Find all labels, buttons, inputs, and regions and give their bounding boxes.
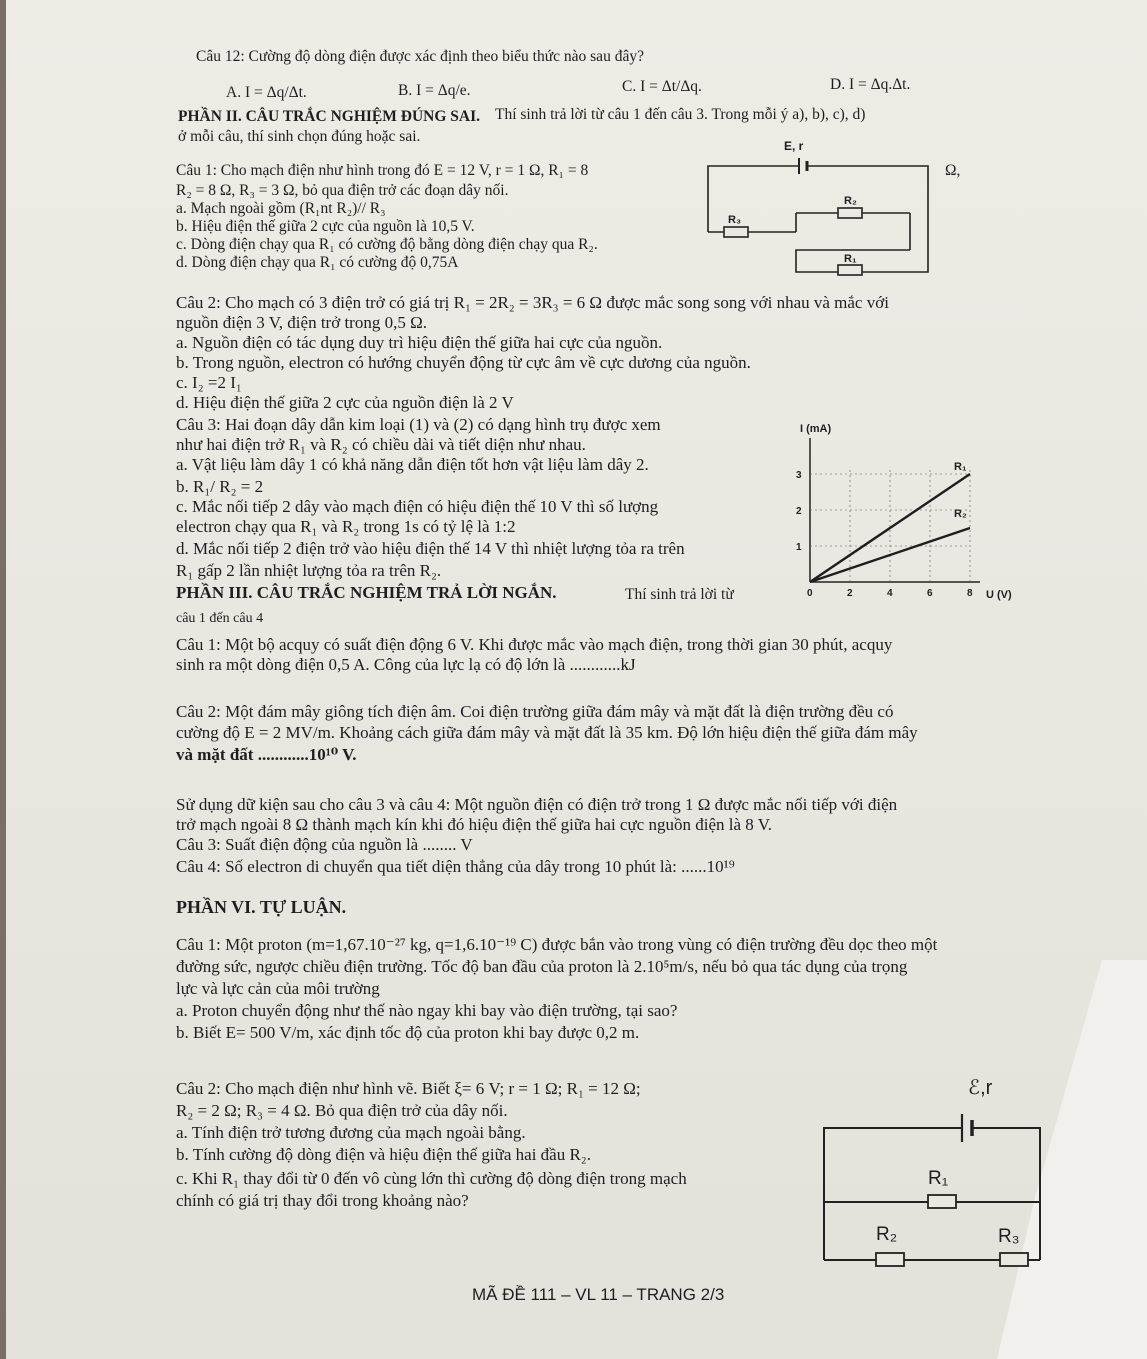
p2-q1-d: d. Dòng điện chạy qua R₁ có cường độ 0,75A: [176, 254, 459, 271]
iu-graph: [770, 418, 1030, 608]
graph-xtick-label: 4: [887, 588, 893, 599]
p2-q1-a: a. Mạch ngoài gồm (R₁nt R₂)// R₃: [176, 200, 386, 217]
c2-r2-label: R₂: [876, 1224, 898, 1245]
p6-q2-c: c. Khi R₁ thay đổi từ 0 đến vô cùng lớn thì cường độ dòng điện trong mạch: [176, 1169, 687, 1188]
q12-stem: Câu 12: Cường độ dòng điện được xác định theo biểu thức nào sau đây?: [196, 48, 644, 65]
part2-intro-line2: ở mỗi câu, thí sinh chọn đúng hoặc sai.: [178, 128, 421, 145]
graph-xtick-label: 2: [847, 588, 853, 599]
c1-source-label: E, r: [784, 139, 804, 153]
p2-q1-b: b. Hiệu điện thế giữa 2 cực của nguồn là 10,5 V.: [176, 218, 475, 235]
p2-q2-c: c. I₂ =2 I₁: [176, 373, 242, 392]
part3-intro-line2: câu 1 đến câu 4: [176, 611, 264, 626]
p6-q2-c-line2: chính có giá trị thay đổi trong khoảng nào?: [176, 1191, 469, 1210]
p3-shared-line1: Sử dụng dữ kiện sau cho câu 3 và câu 4: Một nguồn điện có điện trở trong 1 Ω được mắc nối tiếp với điện: [176, 795, 898, 814]
p2-q2-a: a. Nguồn điện có tác dụng duy trì hiệu điện thế giữa hai cực của nguồn.: [176, 333, 663, 352]
c2-resistor-r2: [876, 1253, 904, 1266]
p3-q2-line3: và mặt đất ............10¹⁰ V.: [176, 745, 357, 764]
p2-q3-d2: R₁ gấp 2 lần nhiệt lượng tỏa ra trên R₂.: [176, 561, 442, 580]
graph-xtick-label: 8: [967, 588, 973, 599]
p6-q1-a: a. Proton chuyển động như thế nào ngay khi bay vào điện trường, tại sao?: [176, 1001, 678, 1020]
part3-title: PHẦN III. CÂU TRẮC NGHIỆM TRẢ LỜI NGẮN.: [176, 583, 557, 602]
p2-q3-line2: như hai điện trở R₁ và R₂ có chiều dài và tiết diện như nhau.: [176, 435, 586, 454]
q12-option-d: D. I = Δq.Δt.: [830, 76, 911, 93]
p2-q2-line2: nguồn điện 3 V, điện trở trong 0,5 Ω.: [176, 313, 427, 332]
q12-option-a: A. I = Δq/Δt.: [226, 84, 307, 101]
c1-r3-label: R₃: [728, 214, 742, 226]
c2-resistor-r3: [1000, 1253, 1028, 1266]
part3-intro: Thí sinh trả lời từ: [625, 586, 734, 603]
circuit-2-diagram: [818, 1072, 1048, 1272]
p2-q3-c1: c. Mắc nối tiếp 2 dây vào mạch điện có hiệu điện thế 10 V thì số lượng: [176, 497, 659, 516]
graph-xtick-label: 0: [807, 588, 813, 599]
c2-r3-label: R₃: [998, 1226, 1020, 1247]
p2-q3-a: a. Vật liệu làm dây 1 có khả năng dẫn điện tốt hơn vật liệu làm dây 2.: [176, 455, 649, 474]
p2-q1-line2: R₂ = 8 Ω, R₃ = 3 Ω, bỏ qua điện trở các đoạn dây nối.: [176, 182, 509, 199]
graph-ytick-label: 2: [796, 506, 802, 517]
graph-xlabel: U (V): [986, 589, 1012, 601]
p2-q3-line1: Câu 3: Hai đoạn dây dẫn kim loại (1) và (2) có dạng hình trụ được xem: [176, 415, 661, 434]
p2-q1-c: c. Dòng điện chạy qua R₁ có cường độ bằng dòng điện chạy qua R₂.: [176, 236, 598, 253]
p2-q3-d1: d. Mắc nối tiếp 2 điện trở vào hiệu điện thế 14 V thì nhiệt lượng tỏa ra trên: [176, 539, 685, 558]
p3-q1-line2: sinh ra một dòng điện 0,5 A. Công của lực lạ có độ lớn là ............kJ: [176, 655, 636, 674]
p2-q2-line1: Câu 2: Cho mạch có 3 điện trở có giá trị R₁ = 2R₂ = 3R₃ = 6 Ω được mắc song song với nhau và mắc với: [176, 293, 889, 312]
p6-q2-b: b. Tính cường độ dòng điện và hiệu điện thế giữa hai đầu R₂.: [176, 1145, 591, 1164]
p3-q1-line1: Câu 1: Một bộ acquy có suất điện động 6 V. Khi được mắc vào mạch điện, trong thời gian 30 phút, acquy: [176, 635, 893, 654]
c1-wire: [796, 166, 928, 272]
p6-q1-b: b. Biết E= 500 V/m, xác định tốc độ của proton khi bay được 0,2 m.: [176, 1023, 640, 1042]
p2-q2-b: b. Trong nguồn, electron có hướng chuyển động từ cực âm về cực dương của nguồn.: [176, 353, 751, 372]
q12-option-c: C. I = Δt/Δq.: [622, 78, 702, 95]
c1-wire: [708, 166, 799, 232]
part2-title: PHẦN II. CÂU TRẮC NGHIỆM ĐÚNG SAI.: [178, 108, 480, 125]
c1-r2-label: R₂: [844, 195, 857, 207]
p3-shared-line2: trở mạch ngoài 8 Ω thành mạch kín khi đó hiệu điện thế giữa hai cực nguồn điện là 8 V.: [176, 815, 773, 834]
part6-title: PHẦN VI. TỰ LUẬN.: [176, 897, 347, 917]
c1-resistor-r1: [838, 265, 862, 275]
graph-r1-label: R₁: [954, 461, 967, 473]
p3-q2-line2: cường độ E = 2 MV/m. Khoảng cách giữa đám mây và mặt đất là 35 km. Độ lớn hiệu điện thế giữa đám mây: [176, 723, 918, 742]
p6-q2-a: a. Tính điện trở tương đương của mạch ngoài bằng.: [176, 1123, 526, 1142]
page-footer: MÃ ĐỀ 111 – VL 11 – TRANG 2/3: [472, 1285, 725, 1304]
p2-q1-line1: Câu 1: Cho mạch điện như hình trong đó E = 12 V, r = 1 Ω, R₁ = 8: [176, 162, 589, 179]
p2-q1-ohm: Ω,: [945, 162, 961, 179]
c2-r1-label: R₁: [928, 1168, 949, 1189]
graph-ytick-label: 1: [796, 542, 802, 553]
p3-q3: Câu 3: Suất điện động của nguồn là ........ V: [176, 835, 473, 854]
p2-q3-b: b. R₁/ R₂ = 2: [176, 477, 264, 496]
p2-q3-c2: electron chạy qua R₁ và R₂ trong 1s có tỷ lệ là 1:2: [176, 517, 516, 536]
graph-r2-label: R₂: [954, 508, 967, 520]
c1-resistor-r2: [838, 208, 862, 218]
graph-xtick-label: 6: [927, 588, 933, 599]
part2-intro: Thí sinh trả lời từ câu 1 đến câu 3. Trong mỗi ý a), b), c), d): [495, 106, 866, 123]
c2-resistor-r1: [928, 1195, 956, 1208]
c2-wire: [824, 1128, 962, 1202]
p6-q1-line3: lực và lực cản của môi trường: [176, 979, 380, 998]
p2-q2-d: d. Hiệu điện thế giữa 2 cực của nguồn điện là 2 V: [176, 393, 514, 412]
graph-ytick-label: 3: [796, 470, 802, 481]
p6-q2-line1: Câu 2: Cho mạch điện như hình vẽ. Biết ξ= 6 V; r = 1 Ω; R₁ = 12 Ω;: [176, 1079, 641, 1098]
p6-q1-line1: Câu 1: Một proton (m=1,67.10⁻²⁷ kg, q=1,6.10⁻¹⁹ C) được bắn vào trong vùng có điện trường đều dọc theo một: [176, 935, 938, 954]
q12-option-b: B. I = Δq/e.: [398, 82, 471, 99]
c2-source-label: ℰ,r: [968, 1077, 993, 1099]
p3-q4: Câu 4: Số electron di chuyển qua tiết diện thẳng của dây trong 10 phút là: ......10¹⁹: [176, 857, 735, 876]
circuit-1-diagram: [698, 138, 938, 278]
p6-q1-line2: đường sức, ngược chiều điện trường. Tốc độ ban đầu của proton là 2.10⁵m/s, nếu bỏ qua tác dụng của trọng: [176, 957, 908, 976]
graph-ylabel: I (mA): [800, 423, 832, 435]
c1-resistor-r3: [724, 227, 748, 237]
c1-r1-label: R₁: [844, 253, 857, 265]
p3-q2-line1: Câu 2: Một đám mây giông tích điện âm. Coi điện trường giữa đám mây và mặt đất là điện trường đều có: [176, 702, 894, 721]
p6-q2-line2: R₂ = 2 Ω; R₃ = 4 Ω. Bỏ qua điện trở của dây nối.: [176, 1101, 508, 1120]
